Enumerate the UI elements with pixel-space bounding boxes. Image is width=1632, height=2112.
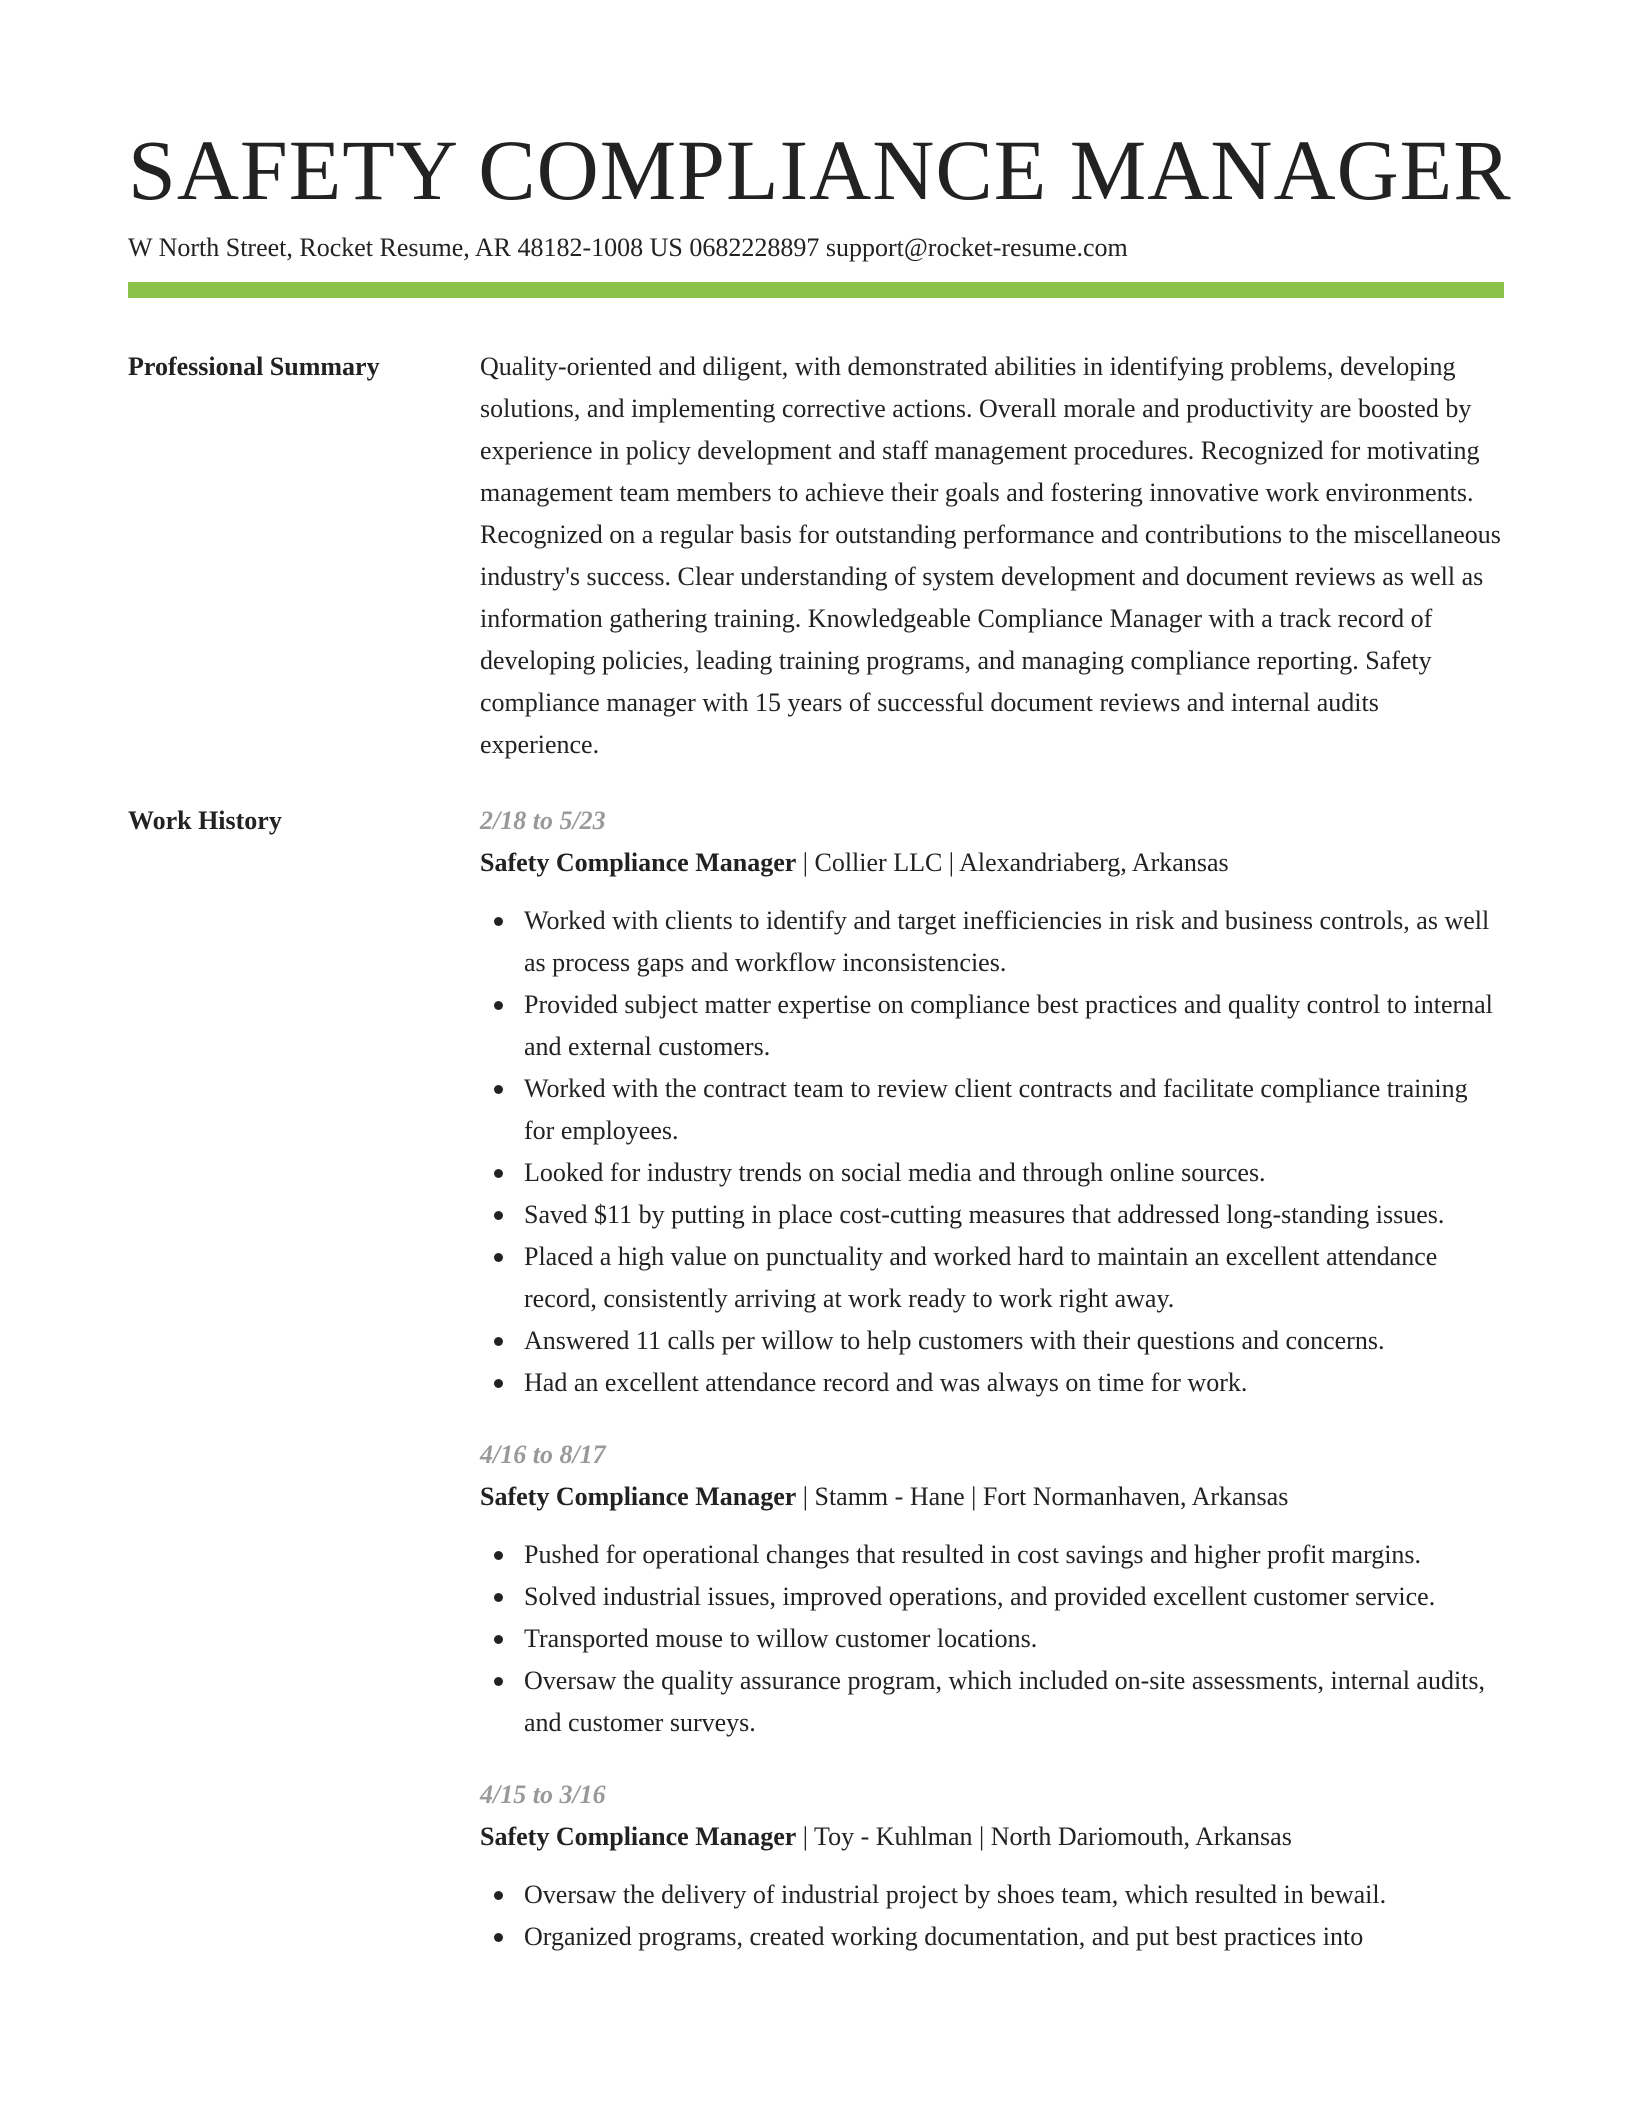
resume-name: SAFETY COMPLIANCE MANAGER [128, 122, 1512, 218]
bullet-text: Placed a high value on punctuality and worked hard to maintain an excellent attendance record, consistently arriving at work ready to work right away. [524, 1242, 1438, 1313]
job-bullets [480, 1534, 1504, 1744]
bullet-icon [494, 1933, 503, 1942]
bullet-item [524, 1534, 1504, 1576]
summary-text: Quality-oriented and diligent, with demonstrated abilities in identifying problems, developing solutions, and implementing corrective actions. Overall morale and productivity are boosted by experience in policy development and staff management procedures. Recognized for motivating management team members to achieve their goals and fostering innovative work environments. Recognized on a regular basis for outstanding performance and contributions to the miscellaneous industry's success. Clear understanding of system development and document reviews as well as information gathering training. Knowledgeable Compliance Manager with a track record of developing policies, leading training programs, and managing compliance reporting. Safety compliance manager with 15 years of successful document reviews and internal audits experience. [480, 352, 1501, 759]
bullet-text: Transported mouse to willow customer locations. [524, 1624, 1038, 1653]
bullet-text: Oversaw the delivery of industrial project by shoes team, which resulted in bewail. [524, 1880, 1387, 1909]
job-details: | Toy - Kuhlman | North Dariomouth, Arkansas [796, 1822, 1292, 1851]
bullet-text: Organized programs, created working documentation, and put best practices into [524, 1922, 1364, 1951]
bullet-item [524, 1236, 1504, 1320]
section-label: Work History [128, 806, 282, 835]
section-body [480, 346, 1504, 766]
bullet-icon [494, 1169, 503, 1178]
bullet-icon [494, 1891, 503, 1900]
job-entry [480, 1434, 1504, 1744]
bullet-text: Worked with clients to identify and target inefficiencies in risk and business controls, as well as process gaps and workflow inconsistencies. [524, 906, 1490, 977]
job-title-line [480, 1816, 1504, 1858]
section-label: Professional Summary [128, 352, 380, 381]
bullet-text: Oversaw the quality assurance program, which included on-site assessments, internal audits, and customer surveys. [524, 1666, 1486, 1737]
bullet-text: Saved $11 by putting in place cost-cutting measures that addressed long-standing issues. [524, 1200, 1445, 1229]
job-title: Safety Compliance Manager [480, 1482, 797, 1511]
job-details: | Stamm - Hane | Fort Normanhaven, Arkansas [796, 1482, 1289, 1511]
bullet-text: Pushed for operational changes that resulted in cost savings and higher profit margins. [524, 1540, 1422, 1569]
bullet-text: Had an excellent attendance record and was always on time for work. [524, 1368, 1248, 1397]
job-entry [480, 800, 1504, 1404]
bullet-text: Worked with the contract team to review client contracts and facilitate compliance training for employees. [524, 1074, 1468, 1145]
bullet-icon [494, 917, 503, 926]
bullet-icon [494, 1677, 503, 1686]
bullet-icon [494, 1551, 503, 1560]
header-divider [128, 282, 1504, 298]
job-details: | Collier LLC | Alexandriaberg, Arkansas [796, 848, 1229, 877]
bullet-text: Looked for industry trends on social media and through online sources. [524, 1158, 1266, 1187]
bullet-icon [494, 1593, 503, 1602]
bullet-item [524, 1874, 1504, 1916]
bullet-item [524, 1660, 1504, 1744]
resume-page [128, 120, 1512, 1988]
bullet-icon [494, 1379, 503, 1388]
work-history-section [128, 800, 1504, 1988]
bullet-item [524, 1152, 1504, 1194]
bullet-icon [494, 1085, 503, 1094]
bullet-text: Solved industrial issues, improved operations, and provided excellent customer service. [524, 1582, 1436, 1611]
bullet-item [524, 1194, 1504, 1236]
job-entry [480, 1774, 1504, 1958]
job-dates: 2/18 to 5/23 [480, 806, 606, 835]
bullet-icon [494, 1001, 503, 1010]
bullet-icon [494, 1337, 503, 1346]
bullet-item [524, 1362, 1504, 1404]
job-title-line [480, 842, 1504, 884]
job-dates: 4/15 to 3/16 [480, 1780, 606, 1809]
professional-summary-section [128, 346, 1504, 766]
job-bullets [480, 900, 1504, 1404]
bullet-icon [494, 1635, 503, 1644]
job-bullets [480, 1874, 1504, 1958]
contact-info: W North Street, Rocket Resume, AR 48182-1008 US 0682228897 support@rocket-resume.com [128, 233, 1128, 262]
bullet-icon [494, 1253, 503, 1262]
bullet-text: Provided subject matter expertise on compliance best practices and quality control to internal and external customers. [524, 990, 1493, 1061]
job-title: Safety Compliance Manager [480, 1822, 797, 1851]
bullet-item [524, 900, 1504, 984]
jobs-list [480, 800, 1504, 1988]
bullet-text: Answered 11 calls per willow to help customers with their questions and concerns. [524, 1326, 1385, 1355]
bullet-item [524, 1320, 1504, 1362]
bullet-item [524, 1916, 1504, 1958]
job-dates: 4/16 to 8/17 [480, 1440, 606, 1469]
job-title-line [480, 1476, 1504, 1518]
bullet-item [524, 1576, 1504, 1618]
bullet-icon [494, 1211, 503, 1220]
job-title: Safety Compliance Manager [480, 848, 797, 877]
bullet-item [524, 1068, 1504, 1152]
bullet-item [524, 984, 1504, 1068]
bullet-item [524, 1618, 1504, 1660]
